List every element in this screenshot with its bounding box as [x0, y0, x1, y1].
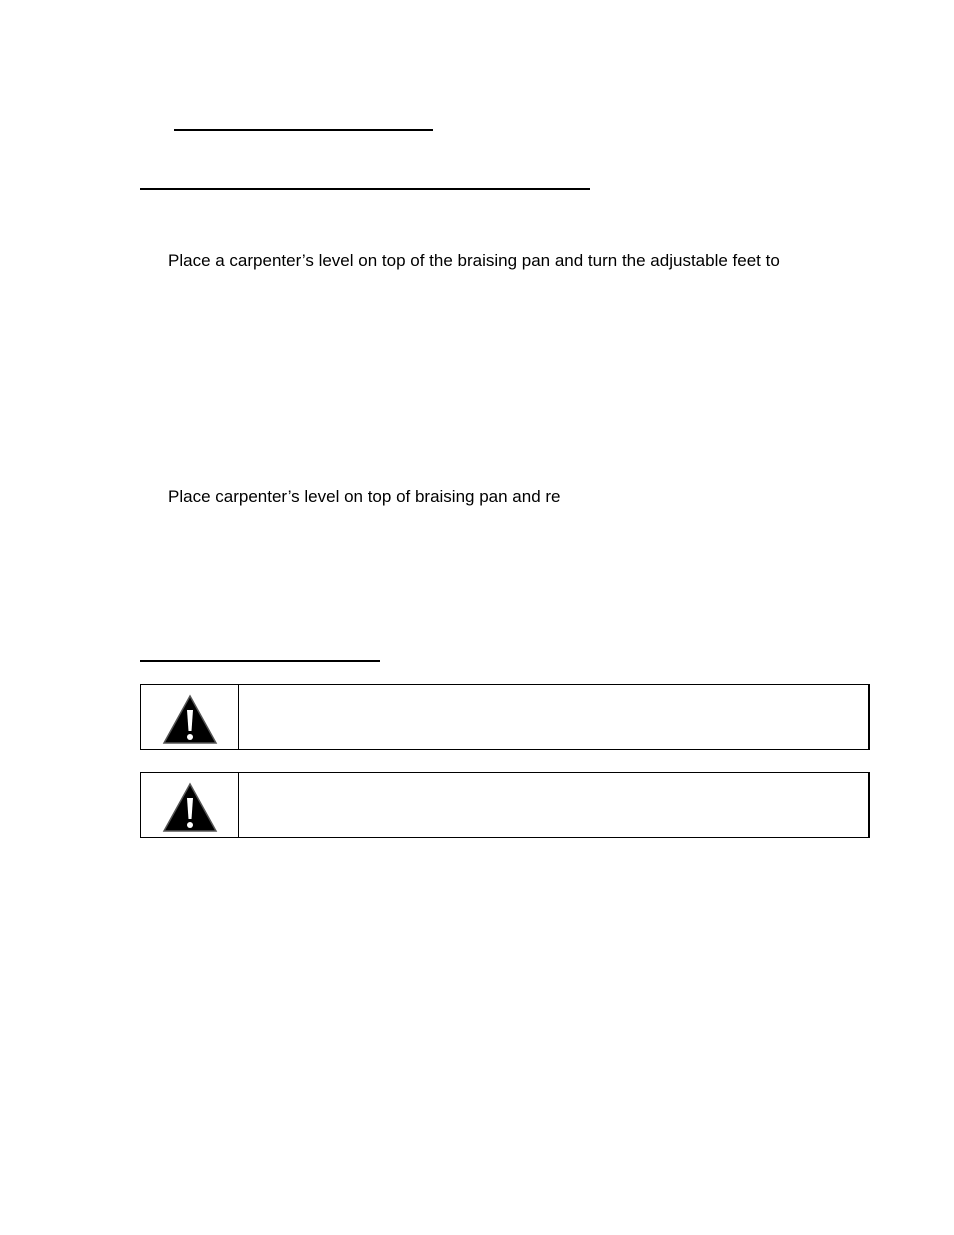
warning-box-1: [140, 684, 870, 750]
leveling-paragraph-1: Place a carpenter’s level on top of the braising pan and turn the adjustable feet to: [168, 251, 780, 270]
warning-box-2: [140, 772, 870, 838]
heading-rule-1: [174, 129, 433, 131]
warning-triangle-icon: [161, 693, 219, 747]
heading-rule-3: [140, 660, 380, 662]
leveling-paragraph-2: Place carpenter’s level on top of braising pan and re: [168, 487, 561, 506]
warning-icon-cell: [141, 685, 239, 749]
warning-icon-cell: [141, 773, 239, 837]
warning-triangle-icon: [161, 781, 219, 835]
heading-rule-2: [140, 188, 590, 190]
